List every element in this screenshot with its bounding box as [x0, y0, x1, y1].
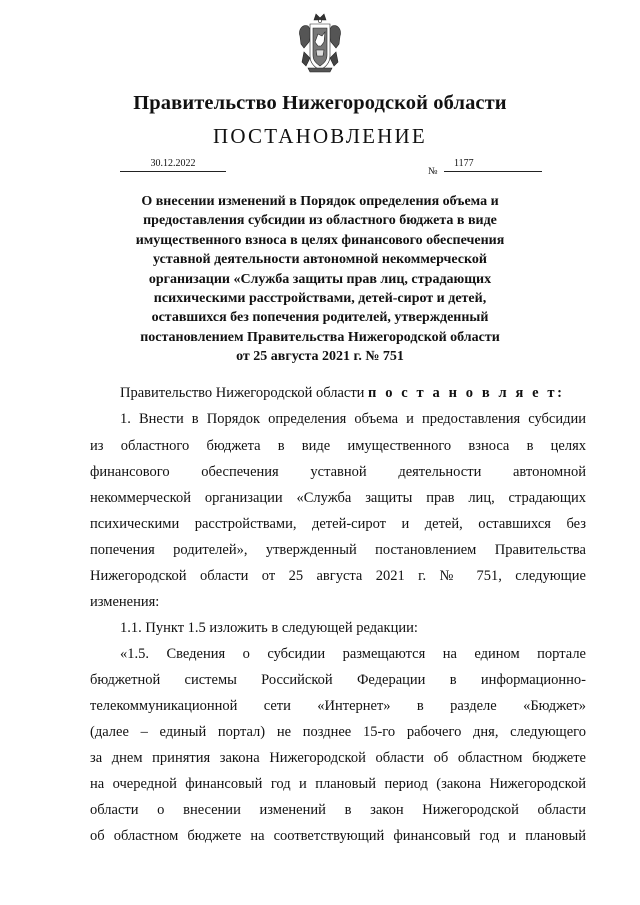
body-line: области о внесении изменений в закон Нижегородской области — [90, 802, 586, 818]
body-line: Нижегородской области от 25 августа 2021 г. № 751, следующие — [90, 568, 586, 584]
body-line: об областном бюджете на соответствующий финансовый год и плановый — [90, 828, 586, 844]
number-sign: № — [428, 166, 438, 177]
body-line: 1. Внести в Порядок определения объема и предоставления субсидии — [120, 411, 586, 427]
document-number — [444, 158, 542, 172]
heading-line: постановлением Правительства Нижегородской области — [140, 329, 500, 345]
document-number-value: 1177 — [454, 158, 474, 169]
body-line: из областного бюджета в виде имущественного взноса в целях — [90, 438, 586, 454]
heading-line: оставшихся без попечения родителей, утвержденный — [151, 310, 489, 326]
document-type: ПОСТАНОВЛЕНИЕ — [213, 124, 427, 148]
body-line: бюджетной системы Российской Федерации в информационно- — [90, 672, 586, 688]
body-line: некоммерческой организации «Служба защиты прав лиц, страдающих — [90, 490, 586, 506]
body-line: за днем принятия закона Нижегородской области об областном бюджете — [90, 750, 586, 766]
heading-line: имущественного взноса в целях финансового обеспечения — [135, 232, 505, 248]
coat-of-arms-icon — [296, 12, 344, 74]
body-line: попечения родителей», утвержденный постановлением Правительства — [90, 542, 586, 558]
preamble-text: Правительство Нижегородской области — [120, 385, 369, 401]
heading-line: от 25 августа 2021 г. № 751 — [236, 349, 404, 365]
document-heading — [100, 192, 540, 367]
body-line: 1.1. Пункт 1.5 изложить в следующей редакции: — [120, 620, 418, 636]
heading-line: предоставления субсидии из областного бюджета в виде — [143, 213, 497, 229]
preamble — [90, 383, 586, 403]
heading-line: организации «Служба защиты прав лиц, страдающих — [148, 271, 492, 287]
body-line: финансового обеспечения уставной деятельности автономной — [90, 464, 586, 480]
body-line: изменения: — [90, 594, 160, 610]
heading-line: уставной деятельности автономной некоммерческой — [153, 252, 487, 268]
heading-line: психическими расстройствами, детей-сирот и детей, — [153, 291, 487, 307]
body-line: (далее – единый портал) не позднее 15-го рабочего дня, следующего — [90, 724, 586, 740]
heading-line: О внесении изменений в Порядок определения объема и — [141, 194, 499, 209]
government-name: Правительство Нижегородской области — [133, 92, 507, 114]
body-line: на очередной финансовый год и плановый период (закона Нижегородской — [90, 776, 586, 792]
body-line: психическими расстройствами, детей-сирот и детей, оставшихся без — [90, 516, 586, 532]
body-line: телекоммуникационной сети «Интернет» в разделе «Бюджет» — [90, 698, 586, 714]
preamble-emphasis: п о с т а н о в л я е т: — [368, 385, 565, 401]
document-date: 30.12.2022 — [120, 158, 226, 172]
body-line: «1.5. Сведения о субсидии размещаются на едином портале — [120, 646, 586, 662]
